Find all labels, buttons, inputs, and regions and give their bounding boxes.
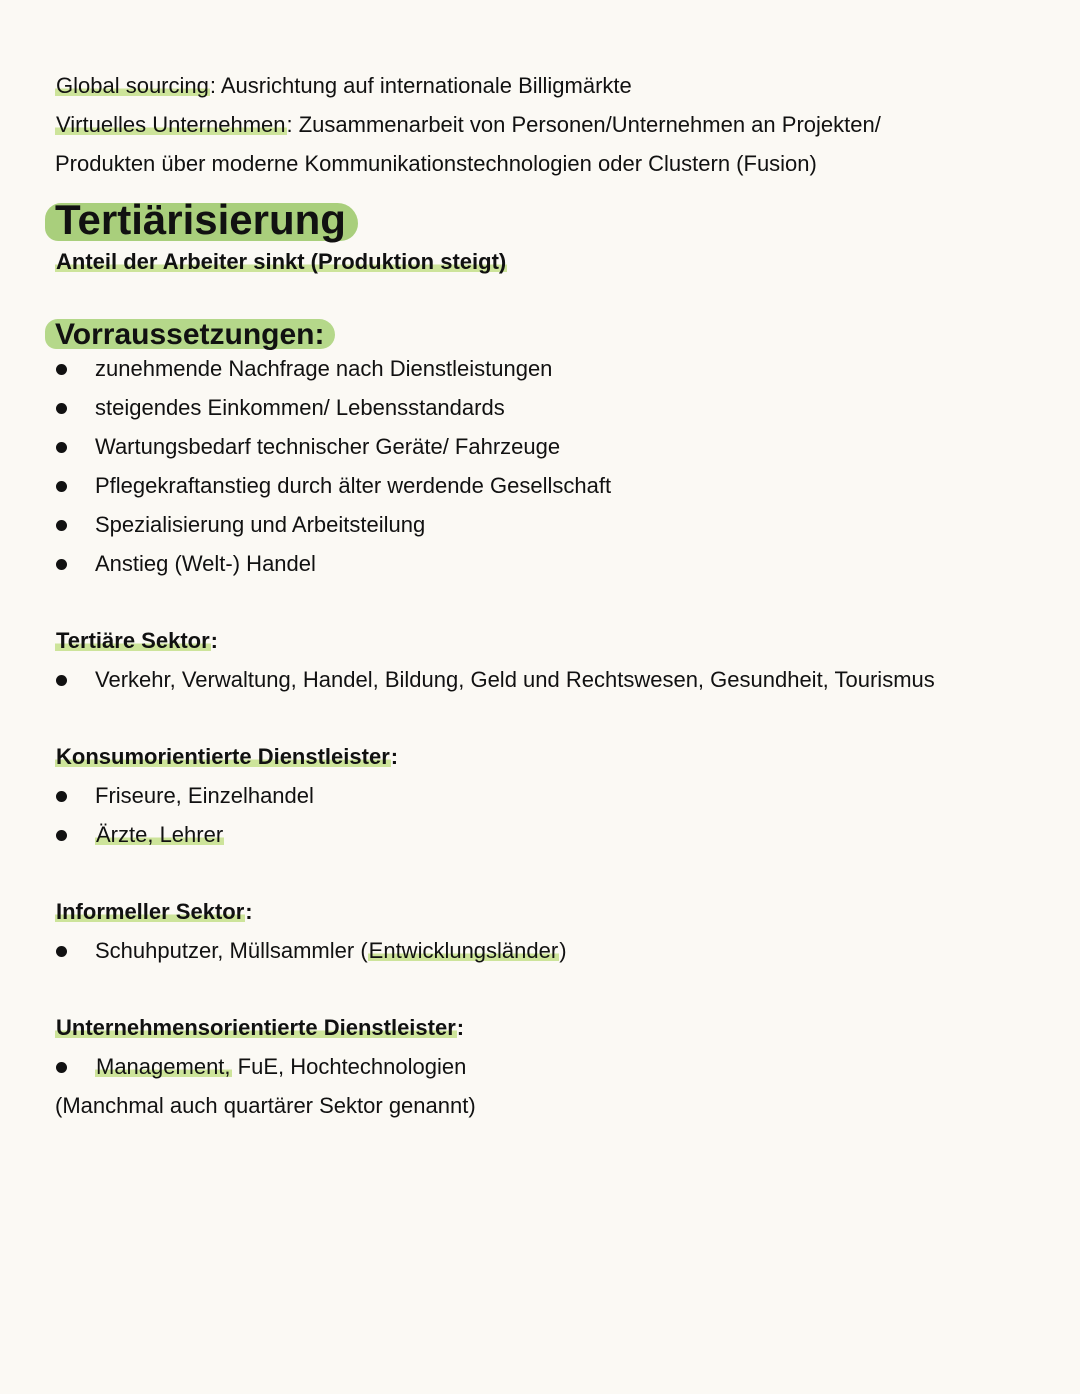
bullet-icon [56,364,67,375]
list-item-text: FuE, Hochtechnologien [231,1054,467,1079]
bullet-icon [56,403,67,414]
list-item-text: Wartungsbedarf technischer Geräte/ Fahrzeuge [95,434,561,459]
list-item [55,931,1045,970]
section-heading-vorraussetzungen: Vorraussetzungen: [45,319,335,349]
note-quartaerer-sektor: (Manchmal auch quartärer Sektor genannt) [55,1093,476,1118]
list-item [55,427,1045,466]
list-item [55,776,1045,815]
bullet-icon [56,481,67,492]
list-item [55,660,1045,699]
bullet-icon [56,675,67,686]
list-item-text: Ärzte, Lehrer [96,822,224,847]
list-item [55,388,1045,427]
section-heading-konsumorientierte-dienstleister [55,737,1045,776]
heading-colon: : [390,744,399,769]
heading-term: Konsumorientierte Dienstleister [56,744,390,769]
term-global-sourcing: Global sourcing [56,73,209,98]
list-item [55,505,1045,544]
list-konsumorientierte-dienstleister [55,776,1045,854]
list-item [55,349,1045,388]
page-subtitle [55,247,1045,277]
list-item [55,544,1045,583]
bullet-icon [56,791,67,802]
bullet-icon [56,520,67,531]
intro-line-virtuelles-unternehmen [55,105,1045,144]
list-item-text: Friseure, Einzelhandel [95,783,314,808]
list-item-text: Pflegekraftanstieg durch älter werdende Gesellschaft [95,473,612,498]
list-item-text: steigendes Einkommen/ Lebensstandards [95,395,505,420]
page-subtitle-text: Anteil der Arbeiter sinkt (Produktion steigt) [56,249,507,274]
list-item-term: Management, [96,1054,231,1079]
list-item-text-post: ) [559,938,567,963]
list-tertiaere-sektor [55,660,1045,699]
list-unternehmensorientierte-dienstleister [55,1047,1045,1086]
definition-virtuelles-unternehmen: : Zusammenarbeit von Personen/Unternehmen an Projekten/ [286,112,881,137]
heading-term: Informeller Sektor [56,899,245,924]
section-heading-tertiaere-sektor [55,621,1045,660]
heading-term: Unternehmensorientierte Dienstleister [56,1015,456,1040]
definition-global-sourcing: : Ausrichtung auf internationale Billigmärkte [209,73,632,98]
heading-colon: : [210,628,218,653]
list-vorraussetzungen [55,349,1045,583]
bullet-icon [56,946,67,957]
list-item [55,466,1045,505]
list-item-term: Entwicklungsländer [368,938,559,963]
term-virtuelles-unternehmen: Virtuelles Unternehmen [56,112,286,137]
list-item-text: Spezialisierung und Arbeitsteilung [95,512,426,537]
page-title-text: Tertiärisierung [55,196,346,243]
intro-line-global-sourcing [55,66,1045,105]
document-page [55,66,1045,1125]
bullet-icon [56,1062,67,1073]
heading-colon: : [245,899,253,924]
bullet-icon [56,830,67,841]
intro-line-continuation: Produkten über moderne Kommunikationstechnologien oder Clustern (Fusion) [55,151,817,176]
section-heading-informeller-sektor [55,892,1045,931]
heading-term: Tertiäre Sektor [56,628,210,653]
list-item-text-pre: Schuhputzer, Müllsammler ( [95,938,368,963]
list-item-text: Anstieg (Welt-) Handel [95,551,316,576]
list-item [55,1047,1045,1086]
bullet-icon [56,442,67,453]
heading-colon: : [456,1015,465,1040]
list-informeller-sektor [55,931,1045,970]
page-title [45,196,358,243]
bullet-icon [56,559,67,570]
list-item-text: Verkehr, Verwaltung, Handel, Bildung, Geld und Rechtswesen, Gesundheit, Tourismus [95,667,935,692]
section-heading-unternehmensorientierte-dienstleister [55,1008,1045,1047]
list-item-text: zunehmende Nachfrage nach Dienstleistungen [95,356,553,381]
list-item [55,815,1045,854]
